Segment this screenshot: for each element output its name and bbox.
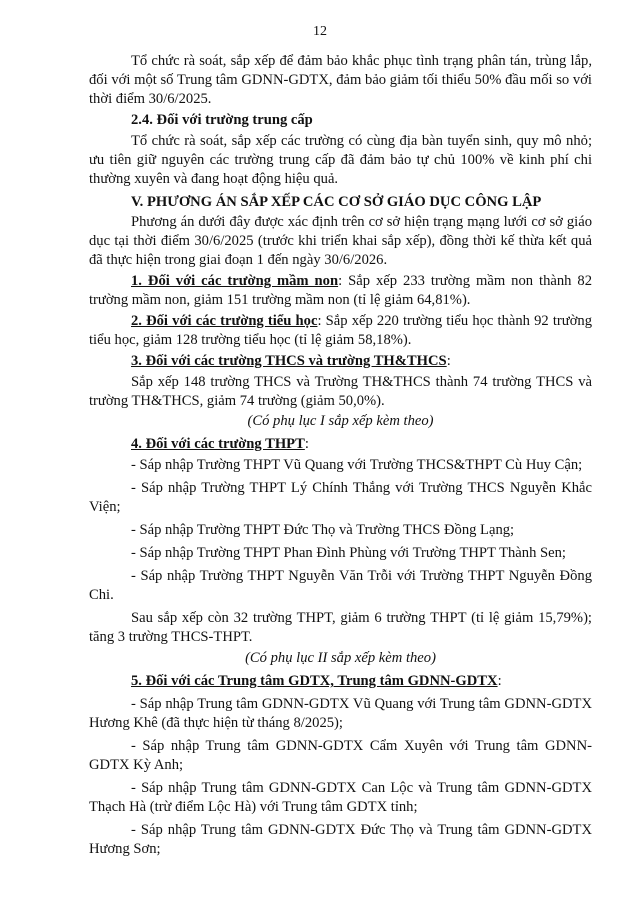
subsection-heading: 3. Đối với các trường THCS và trường TH&THCS [131,353,447,369]
list-item: - Sáp nhập Trường THPT Nguyễn Văn Trỗi với Trường THPT Nguyễn Đồng Chi. [89,568,592,603]
subsection-text: : [304,436,309,452]
list-item: - Sáp nhập Trung tâm GDNN-GDTX Can Lộc và Trung tâm GDNN-GDTX Thạch Hà (trừ điểm Lộc Hà) với Trung tâm GDTX tỉnh; [89,780,592,815]
subsection-text: : Sắp xếp 220 trường tiểu học thành 92 trường tiểu học, giảm 128 trường tiểu học (tỉ lệ giảm 58,18%). [89,313,593,348]
subsection-text: : [497,673,502,689]
list-item: - Sáp nhập Trung tâm GDNN-GDTX Vũ Quang với Trung tâm GDNN-GDTX Hương Khê (đã thực hiện từ tháng 8/2025); [89,696,592,731]
paragraph: Sắp xếp 148 trường THCS và Trường TH&THCS thành 74 trường THCS và trường TH&THCS, giảm 74 trường (giảm 50,0%). [89,374,592,409]
subsection-text: : [446,353,451,369]
list-item: - Sáp nhập Trường THPT Đức Thọ và Trường THCS Đồng Lạng; [131,522,515,538]
subsection-kindergarten [89,272,592,310]
appendix-note: (Có phụ lục II sắp xếp kèm theo) [245,650,436,666]
paragraph: Sau sắp xếp còn 32 trường THPT, giảm 6 trường THPT (tỉ lệ giảm 15,79%); tăng 3 trường THCS-THPT. [89,610,592,645]
page-number: 12 [313,24,327,39]
appendix-note: (Có phụ lục I sắp xếp kèm theo) [247,413,434,429]
subsection-secondary [89,352,592,371]
subsection-primary [89,312,592,350]
chapter-heading: V. PHƯƠNG ÁN SẮP XẾP CÁC CƠ SỞ GIÁO DỤC CÔNG LẬP [131,194,542,210]
document-body [89,52,592,859]
list-item: - Sáp nhập Trung tâm GDNN-GDTX Cẩm Xuyên với Trung tâm GDNN-GDTX Kỳ Anh; [89,738,592,773]
list-item: - Sáp nhập Trường THPT Phan Đình Phùng với Trường THPT Thành Sen; [131,545,566,561]
subsection-heading: 5. Đối với các Trung tâm GDTX, Trung tâm GDNN-GDTX [131,673,498,689]
subsection-heading: 4. Đối với các trường THPT [131,436,305,452]
list-item: - Sáp nhập Trung tâm GDNN-GDTX Đức Thọ và Trung tâm GDNN-GDTX Hương Sơn; [89,822,592,857]
subsection-high-school [89,435,592,454]
paragraph: Tổ chức rà soát, sắp xếp để đảm bảo khắc phục tình trạng phân tán, trùng lắp, đối với một số Trung tâm GDNN-GDTX, đảm bảo giảm tối thiểu 50% đầu mối so với thời điểm 30/6/2025. [89,53,592,107]
subsection-text: : Sắp xếp 233 trường mầm non thành 82 trường mầm non, giảm 151 trường mầm non (tỉ lệ giảm 64,81%). [89,273,593,308]
list-item: - Sáp nhập Trường THPT Vũ Quang với Trường THCS&THPT Cù Huy Cận; [131,457,583,473]
subsection-heading: 2. Đối với các trường tiểu học [131,313,318,329]
paragraph: Phương án dưới đây được xác định trên cơ sở hiện trạng mạng lưới cơ sở giáo dục tại thời điểm 30/6/2025 (trước khi triển khai sắp xếp), đồng thời kế thừa kết quả đã thực hiện trong giai đoạn 1 đến ngày 30/6/2026. [89,214,592,268]
subsection-centers [89,672,592,691]
subsection-heading: 1. Đối với các trường mầm non [131,273,339,289]
section-heading: 2.4. Đối với trường trung cấp [131,112,313,128]
paragraph: Tổ chức rà soát, sắp xếp các trường có cùng địa bàn tuyển sinh, quy mô nhỏ; ưu tiên giữ nguyên các trường trung cấp đã đảm bảo tự chủ 100% về kinh phí chi thường xuyên và đang hoạt động hiệu quả. [89,133,592,187]
list-item: - Sáp nhập Trường THPT Lý Chính Thắng với Trường THCS Nguyễn Khắc Viện; [89,480,592,515]
